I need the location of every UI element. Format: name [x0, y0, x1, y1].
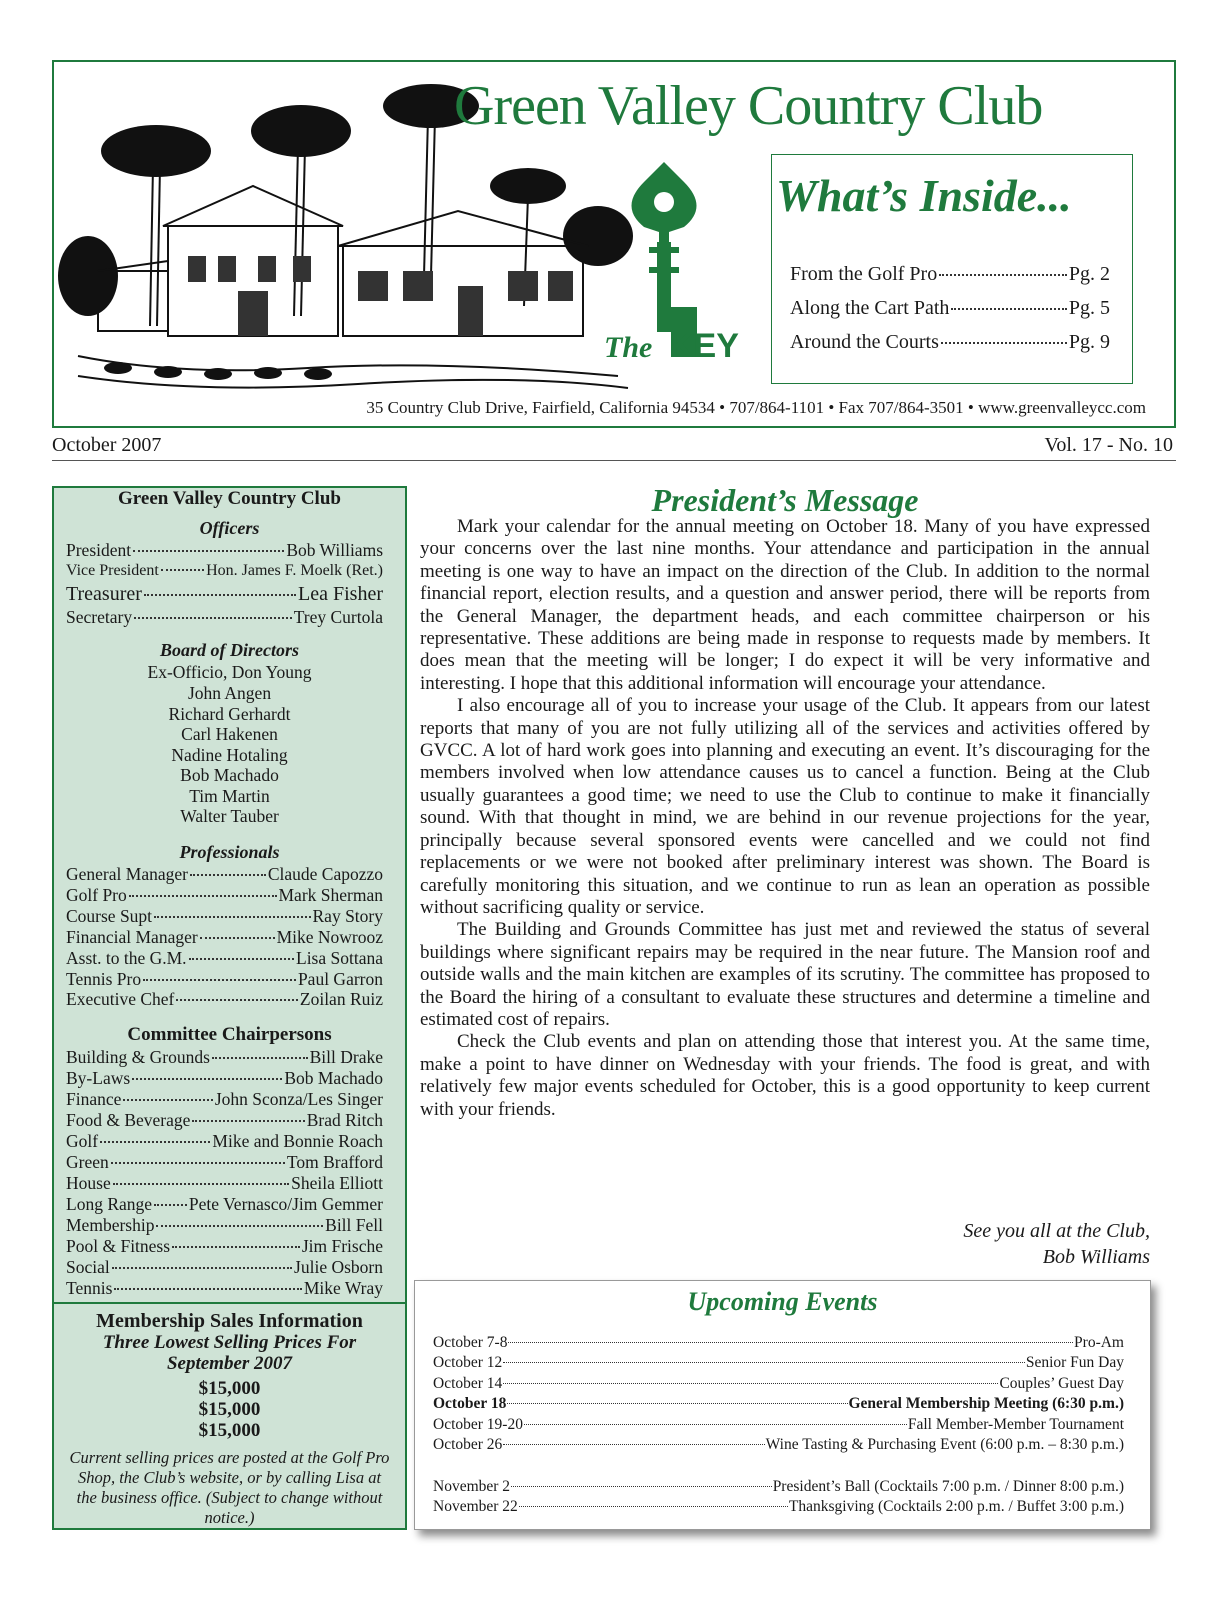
- role: Course Supt: [66, 906, 153, 926]
- event-date: October 14: [433, 1375, 503, 1392]
- sales-subtitle-line: Three Lowest Selling Prices For: [102, 1332, 357, 1353]
- person: Zoilan Ruiz: [299, 989, 383, 1009]
- presidents-message-title: President’s Message: [651, 482, 919, 518]
- toc-page: Pg. 9: [1068, 331, 1110, 353]
- sale-price: $15,000: [198, 1399, 261, 1420]
- board-member: Ex-Officio, Don Young: [147, 662, 312, 682]
- board-member: Carl Hakenen: [181, 724, 278, 744]
- event-date: October 19-20: [433, 1416, 523, 1433]
- toc-label: Along the Cart Path: [790, 297, 950, 319]
- key-logo: [604, 157, 754, 377]
- sales-note: Current selling prices are posted at the Golf Pro Shop, the Club’s website, or by calling Lisa at the business office. (Subject to change without notice.): [69, 1448, 390, 1527]
- svg-text:The: The: [604, 331, 653, 364]
- sale-price: $15,000: [198, 1378, 261, 1399]
- committee-heading: Committee Chairpersons: [127, 1024, 332, 1045]
- officer-row: [66, 607, 383, 627]
- role: Long Range: [66, 1194, 153, 1214]
- signoff: [820, 1218, 1150, 1270]
- whats-inside-title: What’s Inside...: [776, 170, 1072, 221]
- leader: [192, 1120, 304, 1122]
- role: Secretary: [66, 607, 133, 627]
- leader: [507, 1403, 847, 1404]
- leader: [129, 895, 277, 897]
- officer-row: [66, 584, 383, 604]
- leader: [519, 1506, 788, 1507]
- event-date: October 7-8: [433, 1334, 508, 1351]
- event-name: Fall Member-Member Tournament: [907, 1416, 1124, 1433]
- sales-subtitle-line: September 2007: [166, 1353, 293, 1374]
- toc-leader: [941, 342, 1067, 344]
- event-name: President’s Ball (Cocktails 7:00 p.m. / Dinner 8:00 p.m.): [772, 1478, 1124, 1495]
- event-row: [433, 1333, 1124, 1353]
- signoff-name: Bob Williams: [1042, 1246, 1150, 1268]
- event-name: General Membership Meeting (6:30 p.m.): [848, 1395, 1124, 1412]
- person: Bob Machado: [284, 1068, 383, 1088]
- committee-row: [66, 1110, 383, 1130]
- committee-row: [66, 1068, 383, 1088]
- person: Lisa Sottana: [296, 948, 383, 968]
- leader: [123, 1099, 212, 1101]
- upcoming-events-box: [414, 1280, 1151, 1530]
- event-row: [433, 1374, 1124, 1394]
- sales-title: Membership Sales Information: [96, 1310, 363, 1332]
- committee-row: [66, 1152, 383, 1172]
- board-heading: Board of Directors: [160, 640, 299, 660]
- event-name: Pro-Am: [1074, 1334, 1124, 1351]
- toc-page: Pg. 5: [1068, 297, 1110, 319]
- event-name: Couples’ Guest Day: [999, 1375, 1124, 1392]
- club-roster-sidebar: [52, 486, 407, 1304]
- events-title: Upcoming Events: [687, 1287, 878, 1316]
- role: Vice President: [66, 562, 159, 579]
- event-date: November 2: [433, 1478, 511, 1495]
- membership-sales-box: [52, 1302, 407, 1530]
- leader: [100, 1141, 210, 1143]
- role: Building & Grounds: [66, 1047, 210, 1067]
- toc-label: From the Golf Pro: [790, 263, 938, 285]
- professional-row: [66, 864, 383, 884]
- sales-subtitle: [54, 1332, 405, 1374]
- officer-row: [66, 540, 383, 560]
- person: Paul Garron: [297, 969, 383, 989]
- professionals-heading: Professionals: [179, 842, 280, 862]
- committee-row: [66, 1131, 383, 1151]
- leader: [200, 937, 275, 939]
- signoff-line: See you all at the Club,: [963, 1220, 1150, 1242]
- whats-inside-box: [771, 154, 1133, 384]
- event-row: [433, 1353, 1124, 1373]
- committee-row: [66, 1194, 383, 1214]
- message-paragraph: I also encourage all of you to increase your usage of the Club. It appears from our latest reports that many of you are not fully utilizing all of the services and activities offered by GVCC. A lot of hard work goes into planning and executing an event. It’s discouraging for the members involved when low attendance causes us to cancel a function. Being at the Club usually guarantees a good time; we need to use the Club to continue to make it financially sound. With that thought in mind, we are behind in our revenue projections for the year, principally because several sponsored events were cancelled and we could not find replacements or we were not booked after preliminary interest was shown. The Board is carefully monitoring this situation, and we continue to run as lean an operation as possible without sacrificing quality or service.: [420, 695, 1150, 918]
- professional-row: [66, 989, 383, 1009]
- officer-row: [66, 561, 383, 581]
- toc-label: Around the Courts: [790, 331, 939, 353]
- person: Lea Fisher: [298, 583, 383, 605]
- presidents-message-body: [420, 516, 1150, 1121]
- leader: [156, 1225, 323, 1227]
- board-member: Tim Martin: [189, 786, 270, 806]
- toc-item[interactable]: [790, 297, 1110, 320]
- person: Pete Vernasco/Jim Gemmer: [188, 1194, 383, 1214]
- issue-volume: Vol. 17 - No. 10: [1044, 434, 1173, 456]
- professional-row: [66, 885, 383, 905]
- toc-page: Pg. 2: [1068, 263, 1110, 285]
- leader: [161, 569, 204, 571]
- person: Brad Ritch: [306, 1110, 383, 1130]
- leader: [503, 1362, 1025, 1363]
- role: By-Laws: [66, 1068, 131, 1088]
- professional-row: [66, 969, 383, 989]
- club-title: Green Valley Country Club: [454, 75, 1043, 137]
- masthead: [52, 60, 1176, 428]
- board-member: Walter Tauber: [180, 806, 279, 826]
- role: President: [66, 540, 132, 560]
- committee-row: [66, 1236, 383, 1256]
- person: Mike Wray: [303, 1278, 383, 1298]
- club-address: 35 Country Club Drive, Fairfield, California 94534 • 707/864-1101 • Fax 707/864-3501 • www.greenvalleycc.com: [366, 398, 1146, 417]
- leader: [114, 1288, 301, 1290]
- leader: [511, 1486, 772, 1487]
- toc-leader: [951, 308, 1066, 310]
- role: Social: [66, 1257, 110, 1277]
- message-paragraph: Mark your calendar for the annual meeting on October 18. Many of you have expressed your concerns over the last nine months. Your attendance and participation in the annual meeting is one way to have an impact on the direction of the Club. In addition to the normal financial report, election results, and a question and answer period, there will be reports from the General Manager, the department heads, and each committee chairperson or his representative. These additions are being made in response to requests made by members. It does mean that the meeting will be longer; I do expect it will be very informative and interesting. I hope that this additional information will encourage your attendance.: [420, 516, 1150, 694]
- person: Mark Sherman: [278, 885, 383, 905]
- roster-club-name: Green Valley Country Club: [118, 488, 341, 509]
- professional-row: [66, 948, 383, 968]
- role: General Manager: [66, 864, 188, 884]
- board-member: Richard Gerhardt: [168, 704, 291, 724]
- role: Golf: [66, 1131, 99, 1151]
- event-row: [433, 1477, 1124, 1497]
- leader: [524, 1424, 907, 1425]
- sale-price: $15,000: [198, 1420, 261, 1441]
- event-row: [433, 1394, 1124, 1414]
- person: Hon. James F. Moelk (Ret.): [206, 562, 383, 579]
- divider: [52, 460, 1176, 461]
- committee-row: [66, 1089, 383, 1109]
- message-paragraph: The Building and Grounds Committee has just met and reviewed the status of several buildings where significant repairs may be required in the near future. The Mansion roof and outside walls and the main kitchen are examples of its scrutiny. The committee has proposed to the Board the hiring of a consultant to evaluate these structures and determine a timeline and estimated cost of repairs.: [420, 919, 1150, 1030]
- person: Ray Story: [312, 906, 383, 926]
- person: Mike Nowrooz: [276, 927, 383, 947]
- event-date: November 22: [433, 1498, 518, 1515]
- leader: [111, 1162, 285, 1164]
- role: Treasurer: [66, 583, 142, 605]
- person: Bill Fell: [325, 1215, 383, 1235]
- board-member: John Angen: [187, 683, 272, 703]
- role: Financial Manager: [66, 927, 198, 947]
- board-member: Nadine Hotaling: [171, 745, 288, 765]
- committee-row: [66, 1047, 383, 1067]
- event-date: October 18: [433, 1395, 507, 1412]
- person: Claude Capozzo: [267, 864, 383, 884]
- role: Green: [66, 1152, 109, 1172]
- leader: [132, 1078, 282, 1080]
- issue-date: October 2007: [52, 434, 162, 456]
- svg-text:KEY: KEY: [669, 327, 739, 365]
- board-member: Bob Machado: [180, 765, 279, 785]
- person: Jim Frische: [301, 1236, 383, 1256]
- person: Julie Osborn: [294, 1257, 383, 1277]
- role: Pool & Fitness: [66, 1236, 171, 1256]
- role: Finance: [66, 1089, 122, 1109]
- event-date: October 12: [433, 1354, 503, 1371]
- person: Bob Williams: [286, 540, 383, 560]
- leader: [154, 916, 310, 918]
- person: Bill Drake: [309, 1047, 383, 1067]
- leader: [189, 958, 294, 960]
- role: Tennis Pro: [66, 969, 142, 989]
- leader: [154, 1204, 187, 1206]
- toc-leader: [939, 274, 1067, 276]
- leader: [144, 594, 296, 596]
- leader: [176, 999, 298, 1001]
- leader: [503, 1444, 764, 1445]
- committee-row: [66, 1215, 383, 1235]
- leader: [212, 1057, 308, 1059]
- event-name: Wine Tasting & Purchasing Event (6:00 p.m. – 8:30 p.m.): [765, 1436, 1124, 1453]
- toc-item[interactable]: [790, 331, 1110, 354]
- role: Tennis: [66, 1278, 113, 1298]
- professional-row: [66, 927, 383, 947]
- committee-row: [66, 1278, 383, 1298]
- leader: [508, 1342, 1073, 1343]
- leader: [172, 1246, 300, 1248]
- role: Food & Beverage: [66, 1110, 191, 1130]
- leader: [134, 617, 292, 619]
- toc-item[interactable]: [790, 263, 1110, 286]
- event-name: Senior Fun Day: [1025, 1354, 1124, 1371]
- person: Sheila Elliott: [291, 1173, 383, 1193]
- role: Executive Chef: [66, 989, 175, 1009]
- role: Membership: [66, 1215, 155, 1235]
- event-row: [433, 1497, 1124, 1517]
- event-row: [433, 1435, 1124, 1455]
- professional-row: [66, 906, 383, 926]
- person: Tom Brafford: [286, 1152, 383, 1172]
- person: John Sconza/Les Singer: [214, 1089, 383, 1109]
- role: Asst. to the G.M.: [66, 948, 187, 968]
- message-paragraph: Check the Club events and plan on attending those that interest you. At the same time, make a point to have dinner on Wednesday with your friends. The food is great, and with relatively few major events scheduled for October, this is a good opportunity to keep current with your friends.: [420, 1031, 1150, 1120]
- role: House: [66, 1173, 111, 1193]
- role: Golf Pro: [66, 885, 127, 905]
- person: Mike and Bonnie Roach: [212, 1131, 383, 1151]
- leader: [112, 1267, 292, 1269]
- leader: [133, 550, 284, 552]
- committee-row: [66, 1173, 383, 1193]
- event-name: Thanksgiving (Cocktails 2:00 p.m. / Buffet 3:00 p.m.): [788, 1498, 1124, 1515]
- leader: [503, 1383, 998, 1384]
- officers-heading: Officers: [199, 518, 260, 538]
- leader: [113, 1183, 289, 1185]
- leader: [190, 874, 266, 876]
- event-date: October 26: [433, 1436, 503, 1453]
- person: Trey Curtola: [293, 607, 383, 627]
- event-row: [433, 1415, 1124, 1435]
- leader: [143, 979, 296, 981]
- committee-row: [66, 1257, 383, 1277]
